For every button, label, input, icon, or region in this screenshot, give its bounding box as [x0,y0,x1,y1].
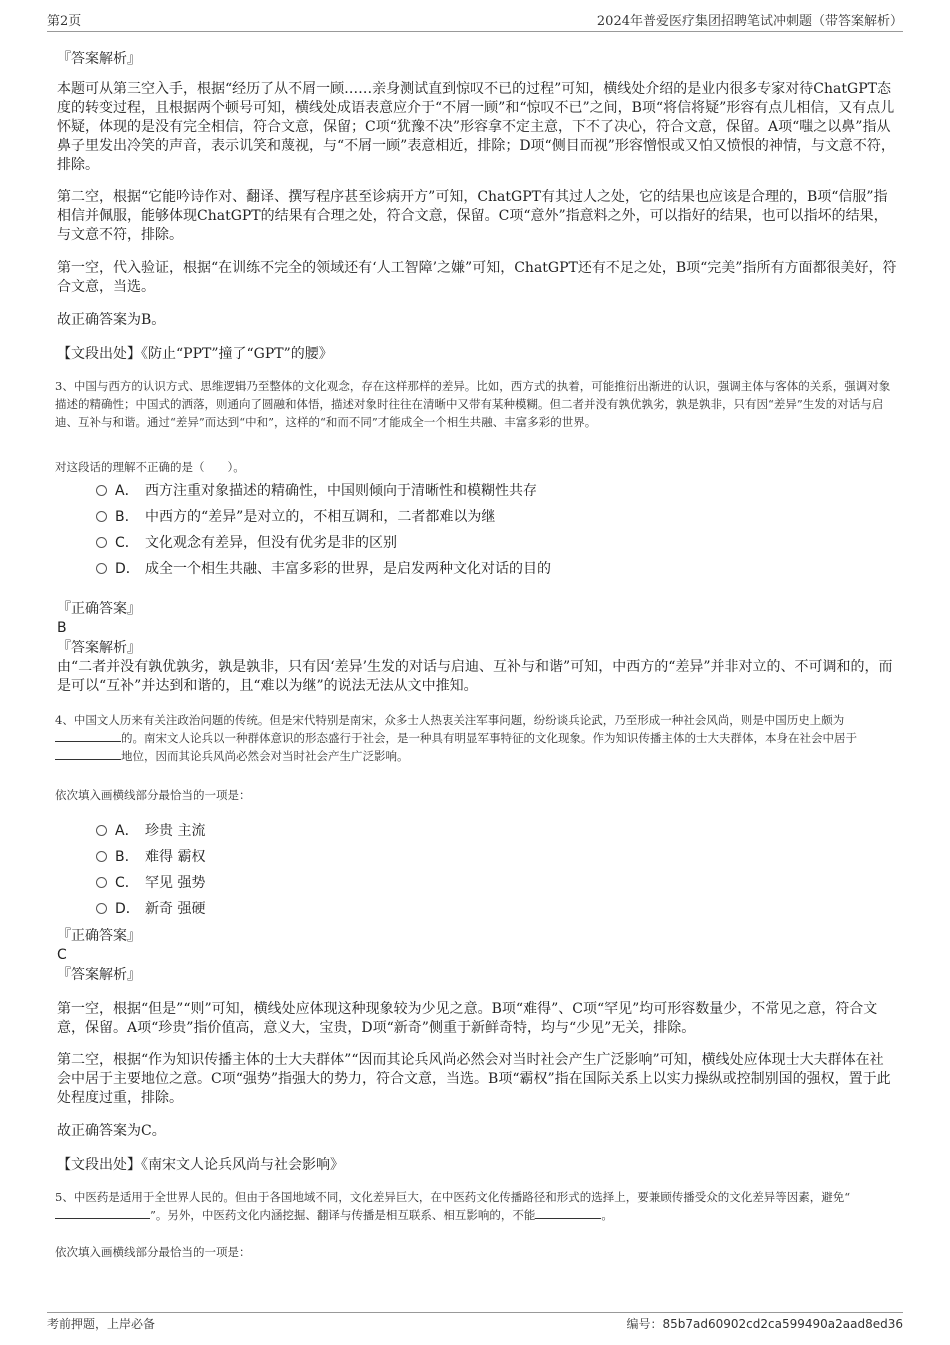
q4-answer: C [57,947,67,963]
q3-option-b[interactable] [96,507,495,527]
option-key: D． [115,901,140,917]
q2-conclusion: 故正确答案为B。 [57,312,166,328]
option-text: 难得 霸权 [145,849,206,865]
q4-option-b[interactable] [96,847,205,867]
q2-analysis-para3: 第一空，代入验证，根据“在训练不完全的领域还有‘人工智障’之嫌”可知，ChatGPT还有不足之处，B项“完美”指所有方面都很美好，符合文意，当选。 [57,260,897,295]
q3-analysis-label: 『答案解析』 [57,640,141,656]
page-number: 第2页 [47,14,82,29]
header-divider [47,31,903,32]
q4-stem-part3: 地位，因而其论兵风尚必然会对当时社会产生广泛影响。 [121,749,409,763]
fill-blank-1 [55,1206,150,1219]
q4-option-a[interactable] [96,821,205,841]
fill-blank-2 [55,747,121,760]
q5-stem-part3: 。 [601,1208,613,1222]
radio-button[interactable] [96,903,107,914]
radio-button[interactable] [96,511,107,522]
q3-option-c[interactable] [96,533,397,553]
q3-analysis: 由“二者并没有孰优孰劣，孰是孰非，只有因‘差异’生发的对话与启迪、互补与和谐”可知，中西方的“差异”并非对立的、不可调和的，而是可以“互补”并达到和谐的，且“难以为继”的说法无法从文中推知。 [57,659,893,694]
option-text: 罕见 强势 [145,875,206,891]
option-key: B. [115,509,130,525]
code-value: 85b7ad60902cd2ca599490a2aad8ed36 [662,1317,903,1331]
radio-button[interactable] [96,825,107,836]
q5-stem-part1: 5、中医药是适用于全世界人民的。但由于各国地域不同，文化差异巨大，在中医药文化传播路径和形式的选择上，要兼顾传播受众的文化差异等因素，避免“ [55,1190,851,1204]
q4-stem-part1: 4、中国文人历来有关注政治问题的传统。但是宋代特别是南宋，众多士人热衷关注军事问题，纷纷谈兵论武，乃至形成一种社会风尚，则是中国历史上颇为 [55,713,845,727]
page-header [47,10,903,30]
q3-prompt: 对这段话的理解不正确的是（ ）。 [55,460,245,474]
q4-option-d[interactable] [96,899,205,919]
q2-analysis-para2: 第二空，根据“它能吟诗作对、翻译、撰写程序甚至诊病开方”可知，ChatGPT有其过人之处，它的结果也应该是合理的，B项“信服”指相信并佩服，能够体现ChatGPT的结果有合理之处，符合文意，保留。C项“意外”指意料之外，可以指好的结果，也可以指坏的结果，与文意不符，排除。 [57,189,888,243]
radio-button[interactable] [96,537,107,548]
q3-option-d[interactable] [96,559,551,579]
q3-answer: B [57,620,67,636]
q4-stem [55,711,895,765]
q5-stem-part2: ”。另外，中医药文化内涵挖掘、翻译与传播是相互联系、相互影响的，不能 [150,1208,536,1222]
q4-prompt: 依次填入画横线部分最恰当的一项是： [55,788,251,802]
option-text: 文化观念有差异，但没有优劣是非的区别 [145,535,397,551]
document-code [626,1315,903,1332]
option-key: C． [115,875,139,891]
option-text: 新奇 强硬 [145,901,206,917]
q5-stem [55,1188,895,1224]
fill-blank-1 [55,729,121,742]
q4-source: 【文段出处】《南宋文人论兵风尚与社会影响》 [57,1157,344,1173]
q4-analysis-para1: 第一空，根据“但是”“则”可知，横线处应体现这种现象较为少见之意。B项“难得”、C项“罕见”均可形容数量少，不常见之意，符合文意，保留。A项“珍贵”指价值高，意义大，宝贵，D项“新奇”侧重于新鲜奇特，均与“少见”无关，排除。 [57,1001,878,1036]
q2-source: 【文段出处】《防止“PPT”撞了“GPT”的腰》 [57,346,333,362]
q2-analysis-para1: 本题可从第三空入手，根据“经历了从不屑一顾……亲身测试直到惊叹不已的过程”可知，横线处介绍的是业内很多专家对待ChatGPT态度的转变过程，且根据两个顿号可知，横线处成语表意应介于“不屑一顾”和“惊叹不已”之间，B项“将信将疑”形容有点儿相信，又有点儿怀疑，体现的是没有完全相信，符合文意，保留；C项“犹豫不决”形容拿不定主意，下不了决心，符合文意，保留。A项“嗤之以鼻”指从鼻子里发出冷笑的声音，表示讥笑和蔑视，与“不屑一顾”表意相近，排除；D项“侧目而视”形容憎恨或又怕又愤恨的神情，与文意不符，排除。 [57,81,895,173]
radio-button[interactable] [96,563,107,574]
q4-conclusion: 故正确答案为C。 [57,1123,166,1139]
option-key: D． [115,561,140,577]
q4-option-c[interactable] [96,873,205,893]
code-label: 编号： [626,1317,663,1331]
document-title: 2024年普爱医疗集团招聘笔试冲刺题（带答案解析） [596,14,903,29]
q4-answer-label: 『正确答案』 [57,928,141,944]
q2-analysis-label: 『答案解析』 [57,51,141,67]
q3-answer-label: 『正确答案』 [57,601,141,617]
option-text: 中西方的“差异”是对立的，不相互调和，二者都难以为继 [145,509,496,525]
radio-button[interactable] [96,877,107,888]
q4-analysis-para2: 第二空，根据“作为知识传播主体的士大夫群体”“因而其论兵风尚必然会对当时社会产生广泛影响”可知，横线处应体现士大夫群体在社会中居于主要地位之意。C项“强势”指强大的势力，符合文意，当选。B项“霸权”指在国际关系上以实力操纵或控制别国的强权，置于此处程度过重，排除。 [57,1052,891,1106]
footer-slogan: 考前押题，上岸必备 [47,1317,156,1331]
q3-option-a[interactable] [96,481,537,501]
option-key: A． [115,823,139,839]
radio-button[interactable] [96,851,107,862]
footer-divider [47,1312,903,1313]
option-text: 成全一个相生共融、丰富多彩的世界，是启发两种文化对话的目的 [145,561,551,577]
q3-stem: 3、中国与西方的认识方式、思维逻辑乃至整体的文化观念，存在这样那样的差异。比如，西方式的执着，可能推衍出渐进的认识，强调主体与客体的关系，强调对象描述的精确性；中国式的洒落，则通向了圆融和体悟，描述对象时往往在清晰中又带有某种模糊。但二者并没有孰优孰劣，孰是孰非，只有因“差异”生发的对话与启迪、互补与和谐。通过“差异”而达到“中和”，这样的“和而不同”才能成全一个相生共融、丰富多彩的世界。 [55,379,891,429]
q5-prompt: 依次填入画横线部分最恰当的一项是： [55,1245,251,1259]
option-key: A． [115,483,139,499]
option-text: 西方注重对象描述的精确性，中国则倾向于清晰性和模糊性共存 [145,483,537,499]
option-key: C． [115,535,139,551]
radio-button[interactable] [96,485,107,496]
fill-blank-2 [535,1206,601,1219]
q4-stem-part2: 的。南宋文人论兵以一种群体意识的形态盛行于社会，是一种具有明显军事特征的文化现象。作为知识传播主体的士大夫群体，本身在社会中居于 [121,731,857,745]
option-key: B. [115,849,130,865]
option-text: 珍贵 主流 [145,823,206,839]
q4-analysis-label: 『答案解析』 [57,967,141,983]
